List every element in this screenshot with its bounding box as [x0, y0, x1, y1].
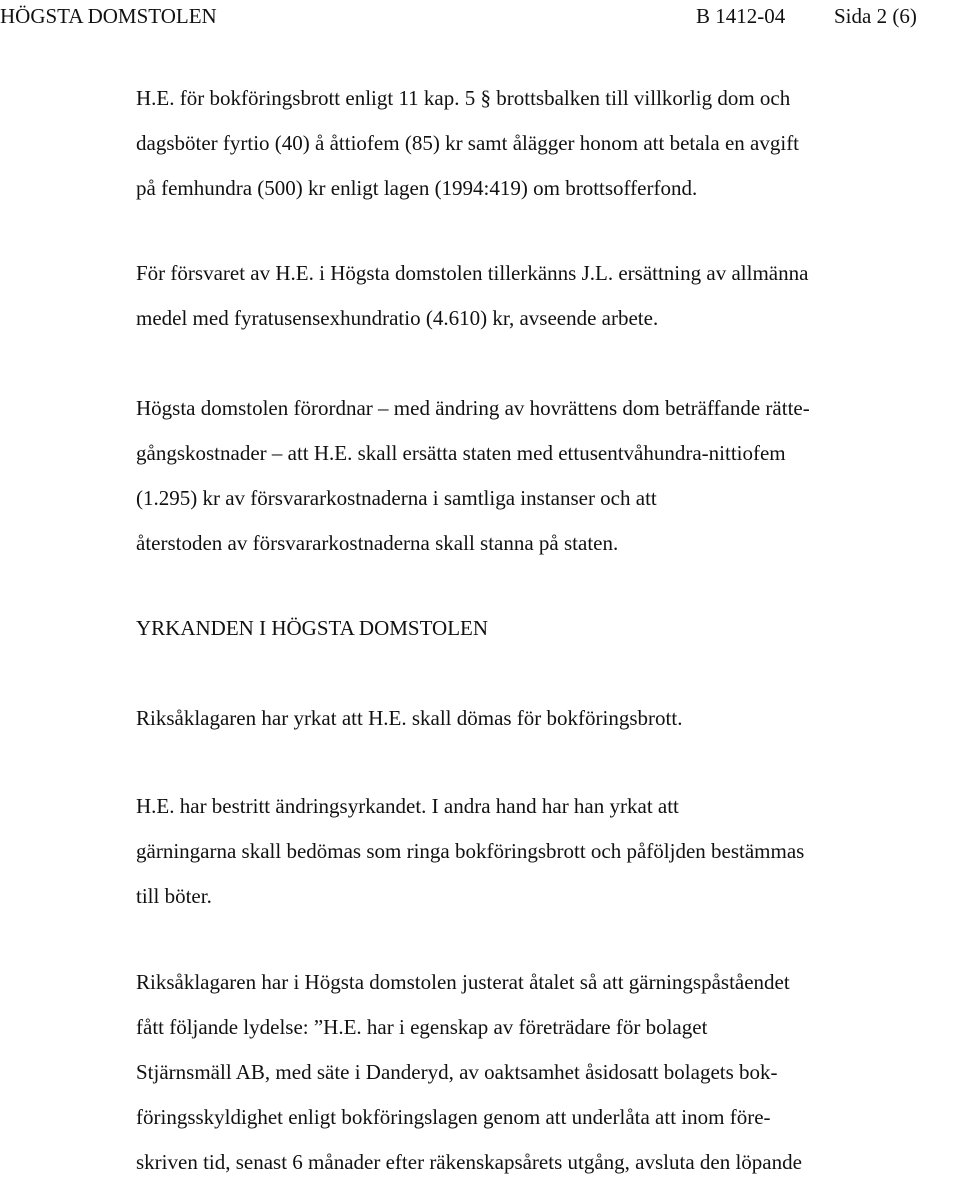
text-line: För försvaret av H.E. i Högsta domstolen tillerkänns J.L. ersättning av allmänna	[136, 261, 809, 285]
paragraph-defense-compensation	[136, 251, 958, 341]
court-name: HÖGSTA DOMSTOLEN	[0, 4, 217, 28]
text-line: gärningarna skall bedömas som ringa bokföringsbrott och påföljden bestämmas	[136, 839, 805, 863]
text-line: återstoden av försvararkostnaderna skall stanna på staten.	[136, 531, 619, 555]
text-line: dagsböter fyrtio (40) å åttiofem (85) kr samt ålägger honom att betala en avgift	[136, 131, 800, 155]
section-heading: YRKANDEN I HÖGSTA DOMSTOLEN	[136, 616, 489, 640]
text-line: Riksåklagaren har i Högsta domstolen justerat åtalet så att gärningspåståendet	[136, 970, 790, 994]
paragraph-defendant-position	[136, 784, 958, 919]
text-line: på femhundra (500) kr enligt lagen (1994:419) om brottsofferfond.	[136, 176, 698, 200]
page-header	[0, 4, 960, 36]
text-line: skriven tid, senast 6 månader efter räkenskapsårets utgång, avsluta den löpande	[136, 1150, 802, 1174]
text-line: (1.295) kr av försvararkostnaderna i samtliga instanser och att	[136, 486, 657, 510]
text-line: H.E. för bokföringsbrott enligt 11 kap. 5 § brottsbalken till villkorlig dom och	[136, 86, 791, 110]
text-line: föringsskyldighet enligt bokföringslagen genom att underlåta att inom före-	[136, 1105, 771, 1129]
text-line: gångskostnader – att H.E. skall ersätta staten med ettusentvåhundra-nittiofem	[136, 441, 786, 465]
text-line: Riksåklagaren har yrkat att H.E. skall dömas för bokföringsbrott.	[136, 706, 683, 730]
case-number: B 1412-04	[696, 4, 786, 28]
paragraph-court-costs	[136, 386, 958, 566]
paragraph-sentence	[136, 76, 958, 211]
text-line: Högsta domstolen förordnar – med ändring av hovrättens dom beträffande rätte-	[136, 396, 810, 420]
text-line: H.E. har bestritt ändringsyrkandet. I andra hand har han yrkat att	[136, 794, 679, 818]
text-line: Stjärnsmäll AB, med säte i Danderyd, av oaktsamhet åsidosatt bolagets bok-	[136, 1060, 778, 1084]
text-line: till böter.	[136, 884, 212, 908]
text-line: fått följande lydelse: ”H.E. har i egenskap av företrädare för bolaget	[136, 1015, 708, 1039]
page-number: Sida 2 (6)	[834, 4, 917, 28]
paragraph-prosecutor-claim	[136, 696, 958, 741]
paragraph-amended-charge	[136, 960, 958, 1185]
text-line: medel med fyratusensexhundratio (4.610) kr, avseende arbete.	[136, 306, 659, 330]
